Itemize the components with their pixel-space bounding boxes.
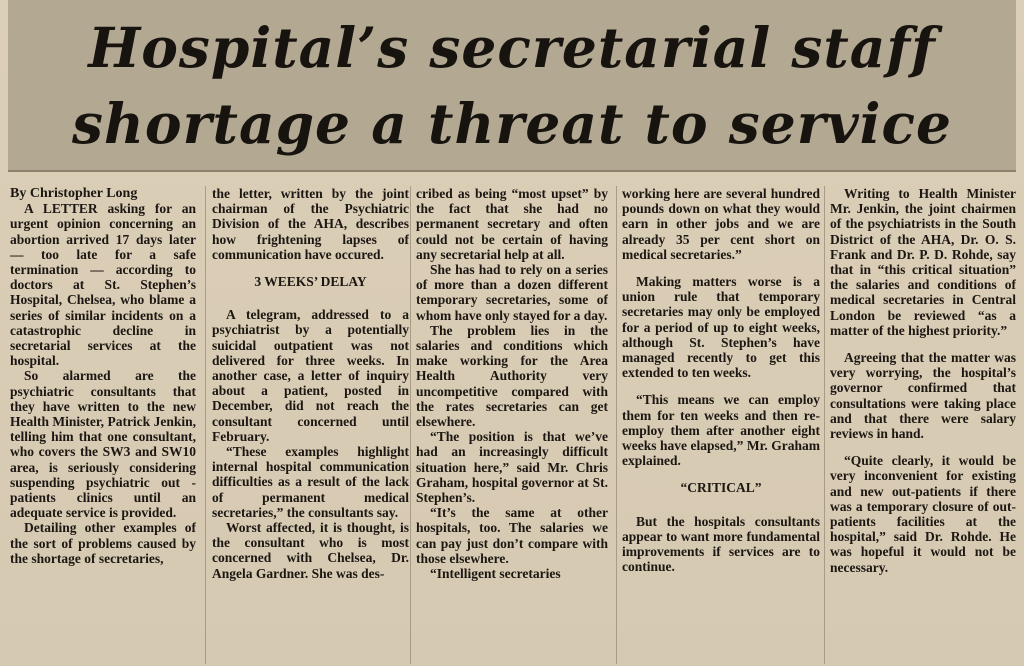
paragraph: So alarmed are the psychiatric consultants that they have written to the new Health Minister, Patrick Jenkin, telling him that one consultant, who covers the SW3 and SW10 area, is seriously considering suspending psychiatric out - patients clinics until an adequate service is provided.	[10, 368, 196, 521]
subhead-critical: “CRITICAL”	[680, 480, 762, 496]
paragraph: the letter, written by the joint chairman of the Psychiatric Division of the AHA, describes how frightening lapses of communication have occured.	[212, 186, 409, 262]
subhead-delay: 3 WEEKS’ DELAY	[254, 274, 367, 290]
paragraph: Writing to Health Minister Mr. Jenkin, the joint chairmen of the psychiatrists in the South District of the AHA, Dr. O. S. Frank and Dr. P. D. Rohde, say that in “this critical situation” the salaries and conditions of medical secretaries in Central London be reviewed “as a matter of the highest priority.”	[830, 186, 1016, 338]
headline-line-1: Hospital’s secretarial staff	[88, 15, 936, 80]
paragraph: “These examples highlight internal hospital communication difficulties as a result of the lack of permanent medical secretaries,” the consultants say.	[212, 444, 409, 520]
paragraph: Making matters worse is a union rule that temporary secretaries may only be employed for a period of up to eight weeks, although St. Stephen’s have managed recently to get this extended to ten weeks.	[622, 274, 820, 381]
paragraph: The problem lies in the salaries and conditions which make working for the Area Health Authority very uncompetitive compared with the rates secretaries can get elsewhere.	[416, 322, 608, 430]
paragraph: A LETTER asking for an urgent opinion concerning an abortion arrived 17 days later — too late for a safe termination — according to doctors at St. Stephen’s Hospital, Chelsea, who blame a series of similar incidents on a catastrophic decline in secretarial services at the hospital.	[10, 201, 196, 369]
article-column-4	[622, 186, 820, 664]
paragraph: Detailing other examples of the sort of problems caused by the shortage of secretaries,	[10, 520, 196, 566]
article-column-1	[10, 186, 196, 664]
paragraph: “Intelligent secretaries	[430, 566, 561, 582]
paragraph: Worst affected, it is thought, is the consultant who is most concerned with Chelsea, Dr. Angela Gardner. She was des-	[212, 520, 409, 581]
headline-band	[8, 0, 1016, 172]
paragraph: “This means we can employ them for ten weeks and then re-employ them after another eight weeks have elapsed,” Mr. Graham explained.	[622, 392, 820, 469]
paragraph: Agreeing that the matter was very worrying, the hospital’s governor confirmed that consultations were taking place and that there were salary reviews in hand.	[830, 350, 1016, 442]
paragraph: “It’s the same at other hospitals, too. The salaries we can pay just don’t compare with those elsewhere.	[416, 505, 608, 566]
paragraph: “Quite clearly, it would be very inconvenient for existing and new out-patients if there was a temporary closure of out-patients facilities at the hospital,” said Dr. Rohde. He was hopeful it would not be necessary.	[830, 453, 1016, 575]
paragraph: working here are several hundred pounds down on what they would earn in other jobs and we are already 35 per cent short on medical secretaries.”	[622, 186, 820, 262]
article-column-3	[416, 186, 608, 664]
article-body	[10, 186, 1016, 664]
article-column-2	[212, 186, 409, 664]
headline-line-2: shortage a threat to service	[71, 91, 953, 156]
paragraph: But the hospitals consultants appear to want more fundamental improvements if services are to continue.	[622, 513, 820, 575]
paragraph: A telegram, addressed to a psychiatrist by a potentially suicidal outpatient was not delivered for three weeks. In another case, a letter of inquiry about a patient, posted in December, did not reach the consultant concerned until February.	[212, 307, 409, 444]
paragraph: She has had to rely on a series of more than a dozen different temporary secretaries, some of whom have only stayed for a day.	[416, 262, 608, 323]
paragraph: cribed as being “most upset” by the fact that she had no permanent secretary and often could not be certain of having any secretarial help at all.	[416, 186, 608, 262]
byline: By Christopher Long	[10, 186, 138, 201]
headline	[8, 0, 1016, 162]
paragraph: “The position is that we’ve had an increasingly difficult situation here,” said Mr. Chris Graham, hospital governor at St. Stephen’s.	[416, 429, 608, 506]
article-column-5	[830, 186, 1016, 664]
